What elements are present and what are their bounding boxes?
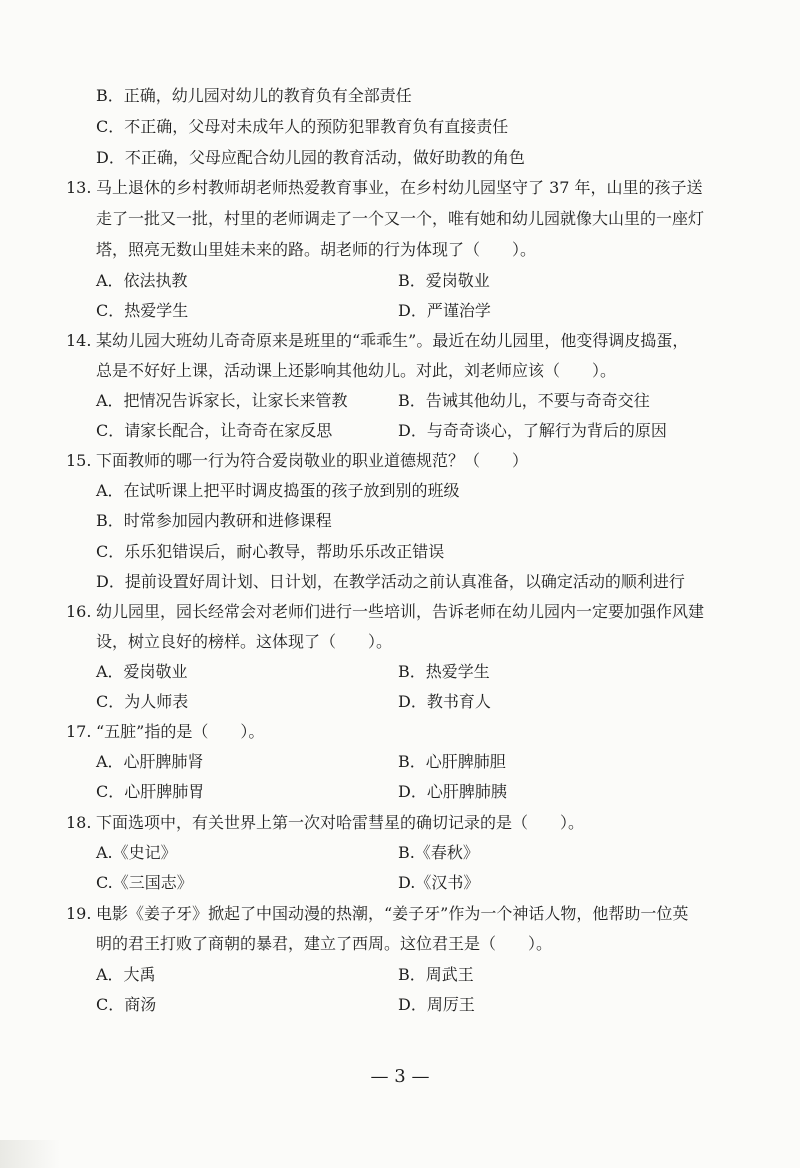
option-text: C．不正确，父母对未成年人的预防犯罪教育负有直接责任 <box>96 117 509 136</box>
question-number: 16. <box>66 602 92 621</box>
question-19-options-row <box>0 960 800 990</box>
option-text: B．正确，幼儿园对幼儿的教育负有全部责任 <box>96 86 412 105</box>
option-d: D．提前设置好周计划、日计划，在教学活动之前认真准备，以确定活动的顺利进行 <box>96 572 685 591</box>
question-15-stem-line <box>0 446 800 476</box>
question-15-option-a <box>0 476 800 506</box>
question-18-options-row <box>0 838 800 868</box>
question-19-stem-line <box>0 899 800 929</box>
question-14-stem-line <box>0 326 800 356</box>
question-text: 幼儿园里，园长经常会对老师们进行一些培训，告诉老师在幼儿园内一定要加强作风建 <box>96 602 705 621</box>
option-b: B．热爱学生 <box>398 662 490 681</box>
scan-edge-shadow <box>0 1140 60 1168</box>
option-c: C．商汤 <box>96 995 157 1014</box>
question-16-stem-line <box>0 597 800 627</box>
option-a: A．心肝脾肺肾 <box>96 752 204 771</box>
question-13-stem-line <box>0 173 800 203</box>
question-17-options-row <box>0 747 800 777</box>
option-c: C．热爱学生 <box>96 301 189 320</box>
question-15-option-b <box>0 506 800 536</box>
question-18-stem-line <box>0 808 800 838</box>
option-a: A．把情况告诉家长，让家长来管教 <box>96 391 348 410</box>
option-b: B.《春秋》 <box>398 843 479 862</box>
option-d: D.《汉书》 <box>398 873 480 892</box>
question-text: 塔，照亮无数山里娃未来的路。胡老师的行为体现了（ ）。 <box>96 240 537 259</box>
question-16-options-row <box>0 657 800 687</box>
prev-option-b <box>0 81 800 111</box>
option-text: D．不正确，父母应配合幼儿园的教育活动，做好助教的角色 <box>96 148 525 167</box>
question-15-option-d <box>0 567 800 597</box>
option-c: C．为人师表 <box>96 692 189 711</box>
option-c: C.《三国志》 <box>96 873 193 892</box>
question-number: 19. <box>66 904 92 923</box>
question-text: 走了一批又一批，村里的老师调走了一个又一个，唯有她和幼儿园就像大山里的一座灯 <box>96 209 705 228</box>
question-text: 下面选项中，有关世界上第一次对哈雷彗星的确切记录的是（ ）。 <box>96 813 585 832</box>
option-c: C．心肝脾肺胃 <box>96 782 205 801</box>
question-number: 13. <box>66 178 92 197</box>
question-number: 15. <box>66 451 92 470</box>
option-b: B．周武王 <box>398 965 474 984</box>
question-16-options-row <box>0 687 800 717</box>
question-15-option-c <box>0 537 800 567</box>
question-text: 总是不好好上课，活动课上还影响其他幼儿。对此，刘老师应该（ ）。 <box>96 361 617 380</box>
question-text: 明的君王打败了商朝的暴君，建立了西周。这位君王是（ ）。 <box>96 934 553 953</box>
question-13-options-row <box>0 296 800 326</box>
option-a: A．依法执教 <box>96 271 188 290</box>
option-d: D．严谨治学 <box>398 301 491 320</box>
question-text: 设，树立良好的榜样。这体现了（ ）。 <box>96 632 393 651</box>
option-a: A．爱岗敬业 <box>96 662 188 681</box>
question-text: 电影《姜子牙》掀起了中国动漫的热潮，“姜子牙”作为一个神话人物，他帮助一位英 <box>96 904 689 923</box>
option-b: B．爱岗敬业 <box>398 271 490 290</box>
question-16-stem-line <box>0 627 800 657</box>
question-number: 18. <box>66 813 92 832</box>
question-text: 下面教师的哪一行为符合爱岗敬业的职业道德规范？（ ） <box>96 451 529 470</box>
option-d: D．周厉王 <box>398 995 475 1014</box>
question-14-options-row <box>0 416 800 446</box>
option-d: D．心肝脾肺胰 <box>398 782 507 801</box>
option-c: C．请家长配合，让奇奇在家反思 <box>96 421 333 440</box>
prev-option-c <box>0 112 800 142</box>
option-b: B．心肝脾肺胆 <box>398 752 506 771</box>
option-b: B．时常参加园内教研和进修课程 <box>96 511 332 530</box>
option-a: A．在试听课上把平时调皮捣蛋的孩子放到别的班级 <box>96 481 460 500</box>
question-13-options-row <box>0 266 800 296</box>
question-text: 某幼儿园大班幼儿奇奇原来是班里的“乖乖生”。最近在幼儿园里，他变得调皮捣蛋， <box>96 331 689 350</box>
question-18-options-row <box>0 868 800 898</box>
question-13-stem-line <box>0 204 800 234</box>
prev-option-d <box>0 143 800 173</box>
question-17-options-row <box>0 777 800 807</box>
option-c: C．乐乐犯错误后，耐心教导，帮助乐乐改正错误 <box>96 542 445 561</box>
question-19-stem-line <box>0 929 800 959</box>
question-14-stem-line <box>0 356 800 386</box>
question-13-stem-line <box>0 235 800 265</box>
question-number: 14. <box>66 331 92 350</box>
question-text: “五脏”指的是（ ）。 <box>96 722 265 741</box>
question-14-options-row <box>0 386 800 416</box>
question-text: 马上退休的乡村教师胡老师热爱教育事业，在乡村幼儿园坚守了 37 年，山里的孩子送 <box>96 178 703 197</box>
option-b: B．告诫其他幼儿，不要与奇奇交往 <box>398 391 650 410</box>
option-d: D．教书育人 <box>398 692 491 711</box>
option-a: A．大禹 <box>96 965 156 984</box>
question-17-stem-line <box>0 717 800 747</box>
question-number: 17. <box>66 722 92 741</box>
option-a: A.《史记》 <box>96 843 177 862</box>
page-number: — 3 — <box>370 1066 430 1087</box>
question-19-options-row <box>0 990 800 1020</box>
option-d: D．与奇奇谈心，了解行为背后的原因 <box>398 421 667 440</box>
